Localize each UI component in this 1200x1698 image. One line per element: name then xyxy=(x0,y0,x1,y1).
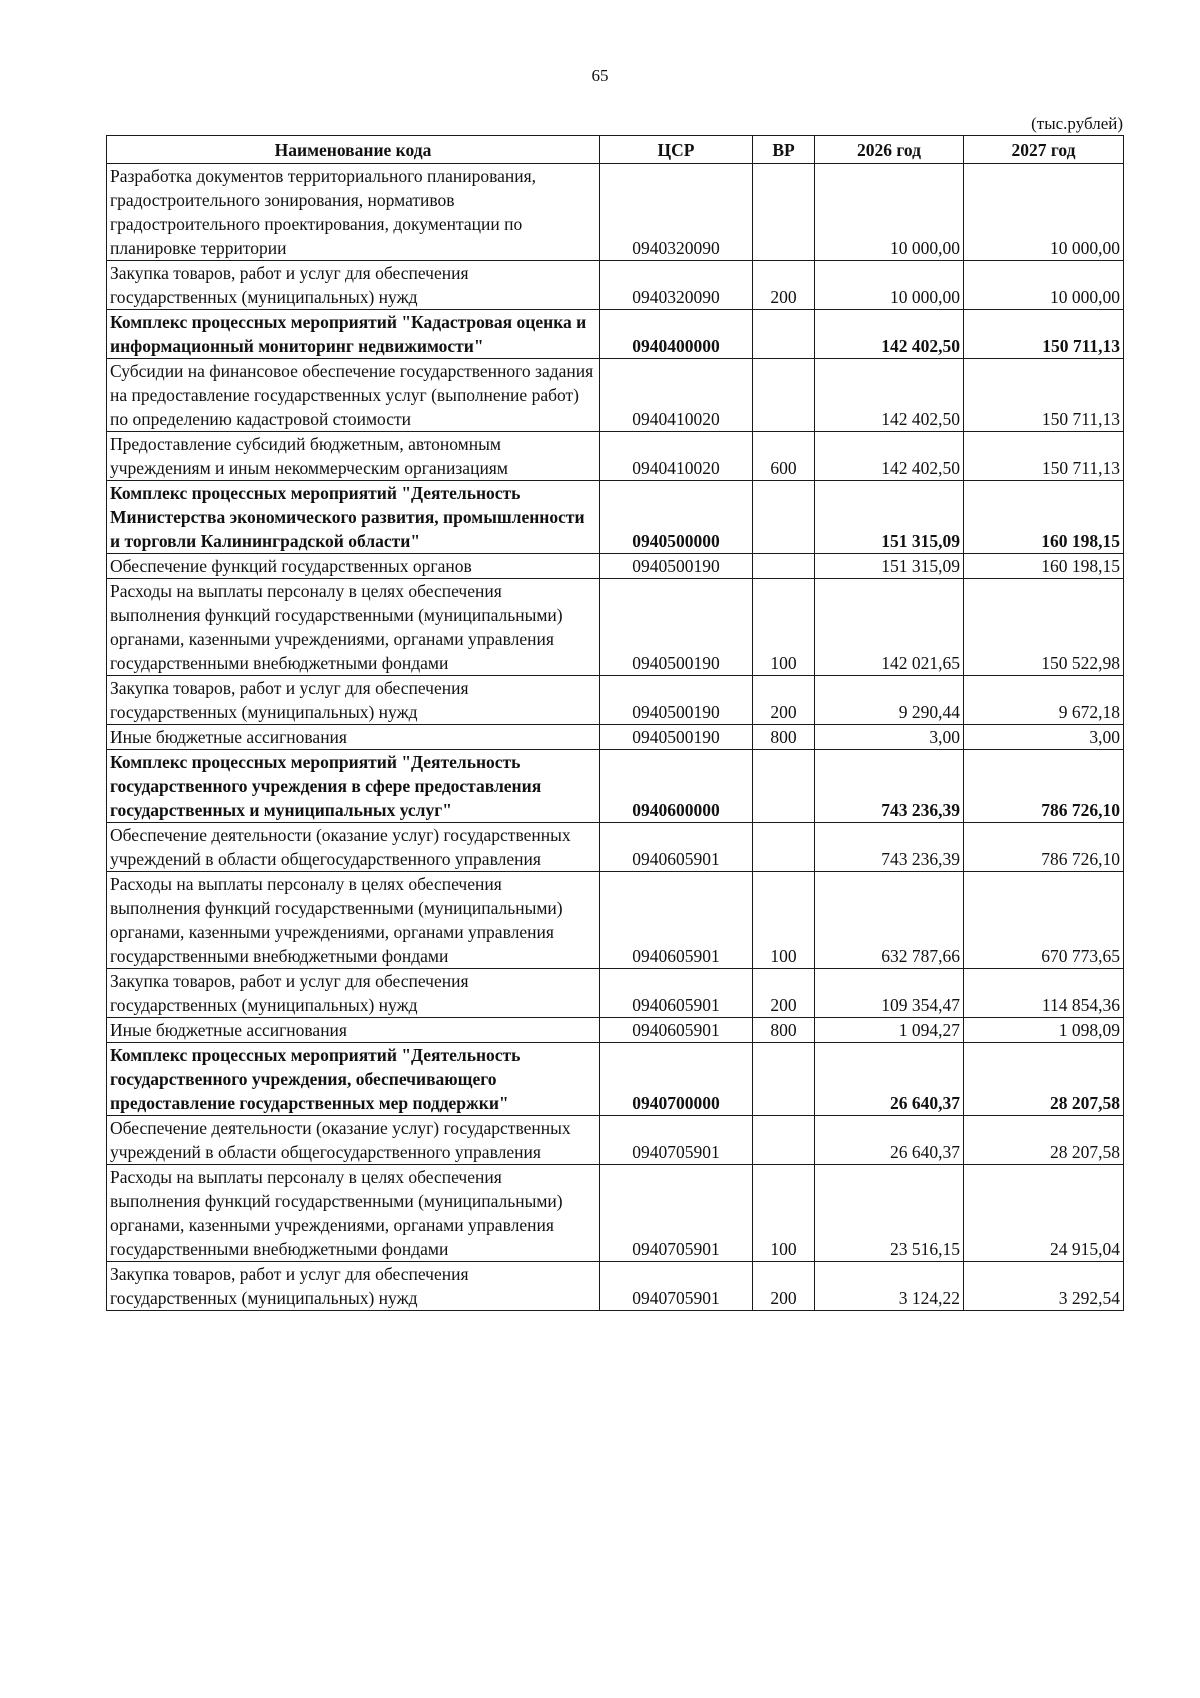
cell-2026: 3,00 xyxy=(815,725,964,750)
cell-csr: 0940605901 xyxy=(600,872,753,969)
cell-2027: 10 000,00 xyxy=(964,261,1124,310)
cell-2027: 114 854,36 xyxy=(964,969,1124,1018)
cell-2026: 743 236,39 xyxy=(815,823,964,872)
cell-vr: 600 xyxy=(753,432,815,481)
cell-2026: 151 315,09 xyxy=(815,554,964,579)
cell-2027: 3 292,54 xyxy=(964,1262,1124,1311)
table-row xyxy=(107,359,1124,432)
cell-vr xyxy=(753,164,815,261)
table-row xyxy=(107,1018,1124,1043)
cell-2026: 109 354,47 xyxy=(815,969,964,1018)
cell-name: Расходы на выплаты персоналу в целях обеспечения выполнения функций государственными (муниципальными) органами, казенными учреждениями, органами управления государственными внебюджетными фондами xyxy=(107,579,600,676)
table-row xyxy=(107,432,1124,481)
cell-2027: 28 207,58 xyxy=(964,1116,1124,1165)
cell-csr: 0940500000 xyxy=(600,481,753,554)
cell-csr: 0940700000 xyxy=(600,1043,753,1116)
cell-csr: 0940320090 xyxy=(600,261,753,310)
table-row xyxy=(107,1165,1124,1262)
cell-2026: 10 000,00 xyxy=(815,164,964,261)
cell-name: Обеспечение функций государственных органов xyxy=(107,554,600,579)
cell-csr: 0940500190 xyxy=(600,676,753,725)
cell-2026: 142 402,50 xyxy=(815,359,964,432)
cell-vr: 200 xyxy=(753,261,815,310)
cell-vr xyxy=(753,823,815,872)
cell-csr: 0940605901 xyxy=(600,969,753,1018)
cell-vr xyxy=(753,1116,815,1165)
cell-vr: 100 xyxy=(753,872,815,969)
budget-table xyxy=(106,135,1124,1311)
cell-vr xyxy=(753,554,815,579)
cell-name: Комплекс процессных мероприятий "Деятельность Министерства экономического развития, промышленности и торговли Калининградской области" xyxy=(107,481,600,554)
cell-name: Предоставление субсидий бюджетным, автономным учреждениям и иным некоммерческим организациям xyxy=(107,432,600,481)
cell-csr: 0940410020 xyxy=(600,359,753,432)
cell-vr xyxy=(753,1043,815,1116)
cell-csr: 0940705901 xyxy=(600,1165,753,1262)
table-row xyxy=(107,481,1124,554)
cell-2026: 632 787,66 xyxy=(815,872,964,969)
cell-name: Обеспечение деятельности (оказание услуг) государственных учреждений в области общегосударственного управления xyxy=(107,823,600,872)
cell-vr xyxy=(753,359,815,432)
cell-2026: 151 315,09 xyxy=(815,481,964,554)
cell-csr: 0940400000 xyxy=(600,310,753,359)
cell-csr: 0940705901 xyxy=(600,1262,753,1311)
table-row xyxy=(107,750,1124,823)
cell-2026: 26 640,37 xyxy=(815,1043,964,1116)
cell-vr xyxy=(753,310,815,359)
table-row xyxy=(107,164,1124,261)
cell-name: Субсидии на финансовое обеспечение государственного задания на предоставление государственных услуг (выполнение работ) по определению кадастровой стоимости xyxy=(107,359,600,432)
cell-csr: 0940600000 xyxy=(600,750,753,823)
cell-2027: 9 672,18 xyxy=(964,676,1124,725)
cell-vr: 800 xyxy=(753,1018,815,1043)
cell-vr: 200 xyxy=(753,676,815,725)
table-row xyxy=(107,1116,1124,1165)
cell-csr: 0940500190 xyxy=(600,579,753,676)
cell-name: Закупка товаров, работ и услуг для обеспечения государственных (муниципальных) нужд xyxy=(107,1262,600,1311)
cell-name: Комплекс процессных мероприятий "Кадастровая оценка и информационный мониторинг недвижимости" xyxy=(107,310,600,359)
cell-csr: 0940605901 xyxy=(600,823,753,872)
cell-vr: 200 xyxy=(753,1262,815,1311)
cell-2026: 743 236,39 xyxy=(815,750,964,823)
cell-vr: 100 xyxy=(753,1165,815,1262)
cell-2026: 1 094,27 xyxy=(815,1018,964,1043)
cell-2027: 1 098,09 xyxy=(964,1018,1124,1043)
page-number: 65 xyxy=(591,66,609,85)
table-row xyxy=(107,969,1124,1018)
cell-2026: 26 640,37 xyxy=(815,1116,964,1165)
cell-2027: 160 198,15 xyxy=(964,554,1124,579)
cell-2027: 150 711,13 xyxy=(964,432,1124,481)
cell-2026: 142 402,50 xyxy=(815,310,964,359)
cell-name: Иные бюджетные ассигнования xyxy=(107,725,600,750)
header-row xyxy=(107,136,1124,164)
cell-vr: 200 xyxy=(753,969,815,1018)
header-vr: ВР xyxy=(753,136,815,164)
cell-csr: 0940320090 xyxy=(600,164,753,261)
cell-csr: 0940500190 xyxy=(600,554,753,579)
cell-name: Комплекс процессных мероприятий "Деятельность государственного учреждения, обеспечивающего предоставление государственных мер поддержки" xyxy=(107,1043,600,1116)
table-row xyxy=(107,310,1124,359)
cell-2027: 150 711,13 xyxy=(964,359,1124,432)
table-row xyxy=(107,261,1124,310)
cell-2026: 10 000,00 xyxy=(815,261,964,310)
cell-2027: 150 522,98 xyxy=(964,579,1124,676)
cell-vr xyxy=(753,481,815,554)
cell-vr: 100 xyxy=(753,579,815,676)
cell-name: Расходы на выплаты персоналу в целях обеспечения выполнения функций государственными (муниципальными) органами, казенными учреждениями, органами управления государственными внебюджетными фондами xyxy=(107,1165,600,1262)
table-row xyxy=(107,872,1124,969)
cell-name: Комплекс процессных мероприятий "Деятельность государственного учреждения в сфере предоставления государственных и муниципальных услуг" xyxy=(107,750,600,823)
cell-2026: 142 402,50 xyxy=(815,432,964,481)
cell-2027: 160 198,15 xyxy=(964,481,1124,554)
cell-2027: 3,00 xyxy=(964,725,1124,750)
cell-csr: 0940705901 xyxy=(600,1116,753,1165)
cell-name: Разработка документов территориального планирования, градостроительного зонирования, нормативов градостроительного проектирования, документации по планировке территории xyxy=(107,164,600,261)
table-row xyxy=(107,823,1124,872)
cell-name: Закупка товаров, работ и услуг для обеспечения государственных (муниципальных) нужд xyxy=(107,261,600,310)
table-body xyxy=(107,164,1124,1311)
cell-csr: 0940500190 xyxy=(600,725,753,750)
cell-2026: 23 516,15 xyxy=(815,1165,964,1262)
table-row xyxy=(107,554,1124,579)
header-2026: 2026 год xyxy=(815,136,964,164)
cell-2026: 142 021,65 xyxy=(815,579,964,676)
cell-2027: 24 915,04 xyxy=(964,1165,1124,1262)
cell-csr: 0940605901 xyxy=(600,1018,753,1043)
cell-name: Иные бюджетные ассигнования xyxy=(107,1018,600,1043)
cell-vr: 800 xyxy=(753,725,815,750)
table-row xyxy=(107,1043,1124,1116)
cell-name: Расходы на выплаты персоналу в целях обеспечения выполнения функций государственными (муниципальными) органами, казенными учреждениями, органами управления государственными внебюджетными фондами xyxy=(107,872,600,969)
table-header xyxy=(107,136,1124,164)
cell-2027: 786 726,10 xyxy=(964,823,1124,872)
table-row xyxy=(107,579,1124,676)
cell-2026: 3 124,22 xyxy=(815,1262,964,1311)
cell-2027: 786 726,10 xyxy=(964,750,1124,823)
cell-2026: 9 290,44 xyxy=(815,676,964,725)
table-row xyxy=(107,1262,1124,1311)
cell-2027: 28 207,58 xyxy=(964,1043,1124,1116)
header-csr: ЦСР xyxy=(600,136,753,164)
cell-csr: 0940410020 xyxy=(600,432,753,481)
cell-2027: 150 711,13 xyxy=(964,310,1124,359)
cell-name: Закупка товаров, работ и услуг для обеспечения государственных (муниципальных) нужд xyxy=(107,969,600,1018)
cell-2027: 670 773,65 xyxy=(964,872,1124,969)
header-2027: 2027 год xyxy=(964,136,1124,164)
table-row xyxy=(107,725,1124,750)
cell-name: Обеспечение деятельности (оказание услуг) государственных учреждений в области общегосударственного управления xyxy=(107,1116,600,1165)
cell-vr xyxy=(753,750,815,823)
cell-name: Закупка товаров, работ и услуг для обеспечения государственных (муниципальных) нужд xyxy=(107,676,600,725)
units-label: (тыс.рублей) xyxy=(1031,114,1123,133)
cell-2027: 10 000,00 xyxy=(964,164,1124,261)
table-row xyxy=(107,676,1124,725)
header-name: Наименование кода xyxy=(107,136,600,164)
